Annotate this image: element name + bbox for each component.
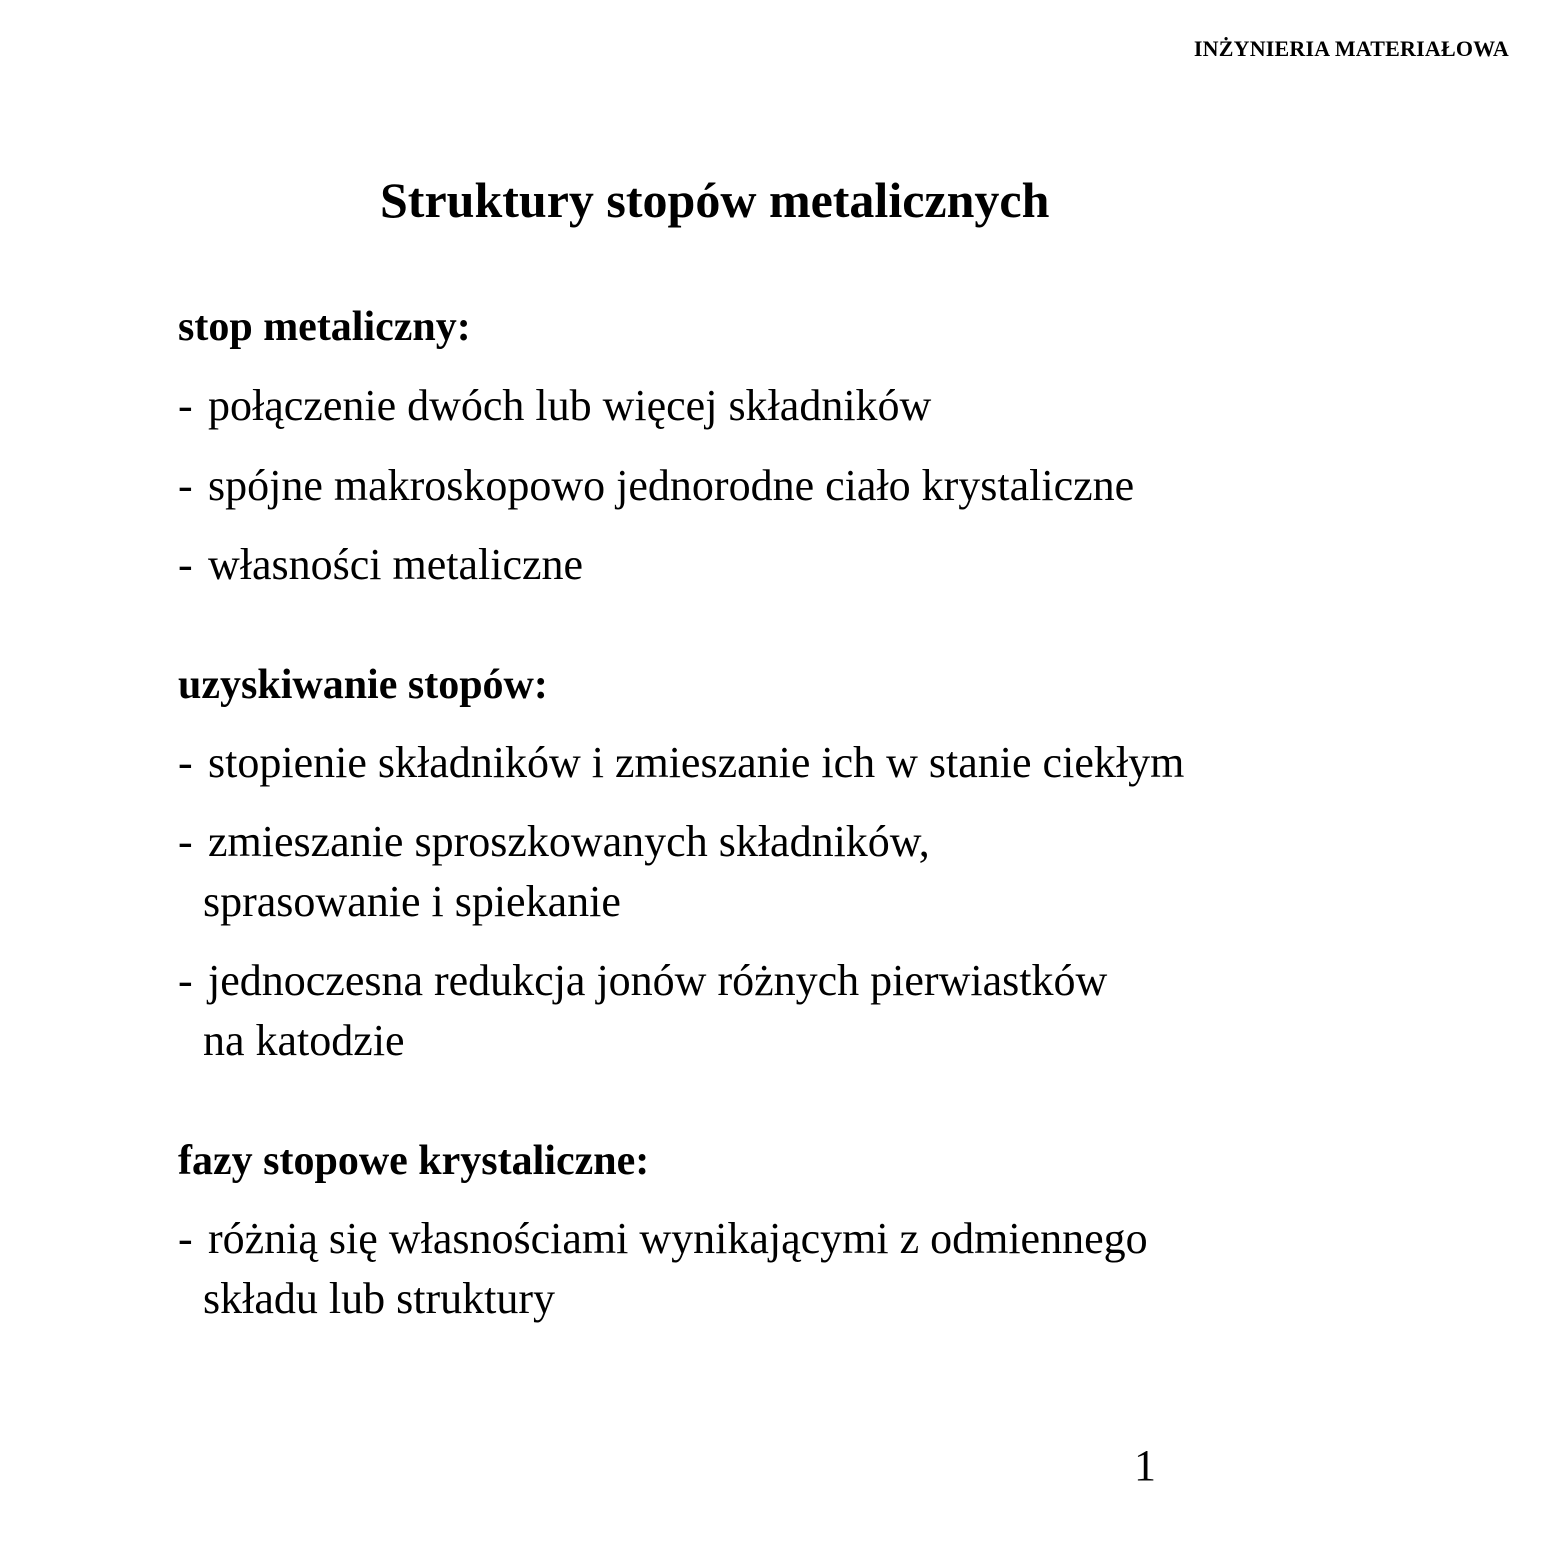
list-item-text: spójne makroskopowo jednorodne ciało krystaliczne	[208, 461, 1135, 510]
bullet-dash: -	[178, 817, 193, 866]
list-item	[178, 812, 930, 872]
list-item	[178, 951, 1107, 1011]
list-item-continuation: sprasowanie i spiekanie	[203, 877, 621, 926]
list-item	[178, 456, 1134, 516]
section-heading-uzyskiwanie-stopow: uzyskiwanie stopów:	[178, 662, 548, 708]
bullet-dash: -	[178, 738, 193, 787]
list-item-text: różnią się własnościami wynikającymi z odmiennego	[208, 1214, 1148, 1263]
list-item	[178, 376, 931, 436]
running-header: INŻYNIERIA MATERIAŁOWA	[1193, 36, 1509, 61]
page-title: Struktury stopów metalicznych	[380, 172, 1050, 228]
list-item-text: stopienie składników i zmieszanie ich w stanie ciekłym	[208, 738, 1185, 787]
list-item-text: jednoczesna redukcja jonów różnych pierwiastków	[208, 956, 1108, 1005]
list-item	[178, 1209, 1148, 1269]
bullet-dash: -	[178, 461, 193, 510]
list-item	[178, 535, 583, 595]
bullet-dash: -	[178, 540, 193, 589]
list-item-text: połączenie dwóch lub więcej składników	[208, 381, 932, 430]
list-item-text: zmieszanie sproszkowanych składników,	[208, 817, 930, 866]
section-heading-stop-metaliczny: stop metaliczny:	[178, 304, 471, 350]
list-item-continuation: na katodzie	[203, 1016, 405, 1065]
bullet-dash: -	[178, 1214, 193, 1263]
list-item	[178, 733, 1184, 793]
list-item-continuation: składu lub struktury	[203, 1274, 555, 1323]
bullet-dash: -	[178, 956, 193, 1005]
page-number: 1	[1134, 1441, 1156, 1490]
section-heading-fazy-stopowe: fazy stopowe krystaliczne:	[178, 1138, 650, 1184]
bullet-dash: -	[178, 381, 193, 430]
list-item-text: własności metaliczne	[208, 540, 584, 589]
